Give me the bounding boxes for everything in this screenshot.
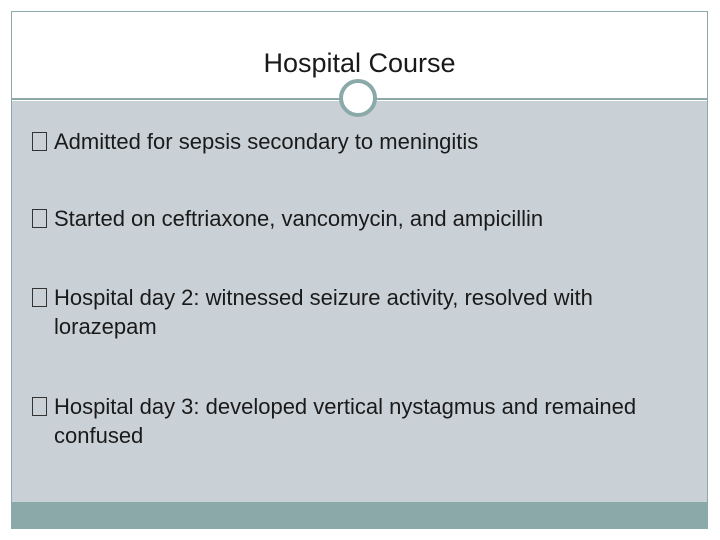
footer-band	[12, 502, 707, 528]
circle-ornament-icon	[339, 79, 377, 117]
bullet-box-icon	[32, 288, 47, 307]
bullet-box-icon	[32, 132, 47, 151]
bullet-text: Started on ceftriaxone, vancomycin, and ampicillin	[54, 206, 544, 231]
bullet-item	[32, 127, 692, 156]
bullet-item	[32, 392, 692, 450]
bullet-text: Hospital day 3: developed vertical nystagmus and remained confused	[54, 394, 637, 448]
bullet-box-icon	[32, 209, 47, 228]
bullet-text: Hospital day 2: witnessed seizure activity, resolved with lorazepam	[54, 285, 593, 339]
bullet-item	[32, 204, 692, 233]
bullet-item	[32, 283, 692, 341]
bullet-text: Admitted for sepsis secondary to meningitis	[54, 129, 479, 154]
bullet-box-icon	[32, 397, 47, 416]
slide-title: Hospital Course	[263, 48, 456, 78]
